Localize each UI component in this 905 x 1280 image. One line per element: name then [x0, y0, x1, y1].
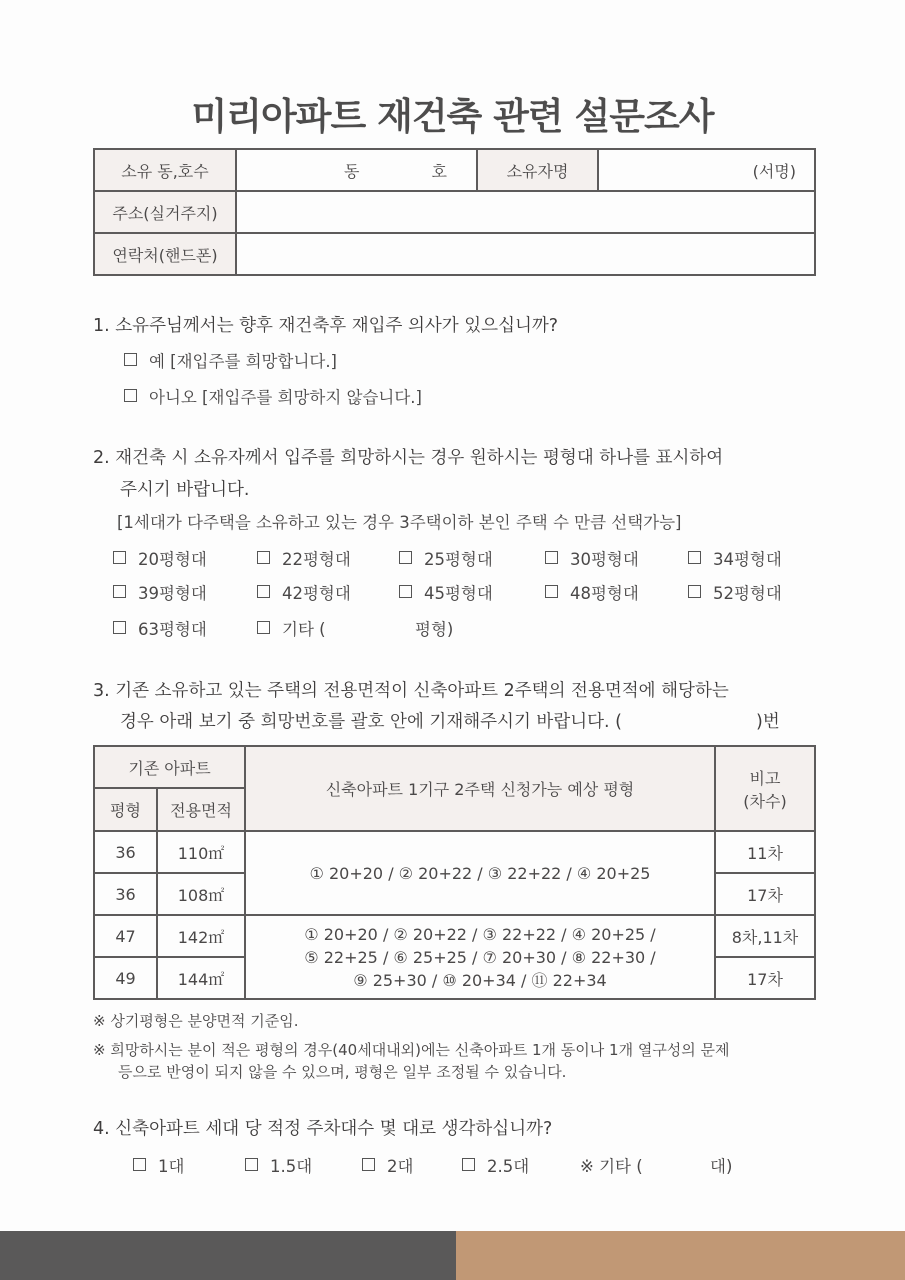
- table-row: [94, 915, 815, 957]
- q4-other-input[interactable]: [650, 1149, 705, 1175]
- header-type: 평형: [94, 788, 157, 831]
- q2-option-63[interactable]: 63평형대: [113, 616, 207, 640]
- address-label: 주소(실거주지): [94, 191, 236, 233]
- header-existing-apt: 기존 아파트: [94, 746, 245, 788]
- q2-option-25[interactable]: 25평형대: [399, 546, 493, 570]
- signature-label: (서명): [752, 161, 796, 181]
- q4-option-1[interactable]: 1대: [133, 1153, 184, 1177]
- ho-label: 호: [431, 161, 447, 181]
- q4-option-2[interactable]: 2대: [362, 1153, 413, 1177]
- checkbox-icon[interactable]: [133, 1158, 146, 1171]
- owner-unit-label: 소유 동,호수: [94, 149, 236, 191]
- checkbox-icon[interactable]: [399, 585, 412, 598]
- cell-note: 11차: [715, 831, 815, 873]
- checkbox-icon[interactable]: [113, 585, 126, 598]
- q2-option-30[interactable]: 30평형대: [545, 546, 639, 570]
- checkbox-icon[interactable]: [245, 1158, 258, 1171]
- table-row: [94, 831, 815, 873]
- q1-option-yes[interactable]: 예 [재입주를 희망합니다.]: [124, 348, 337, 372]
- owner-name-field[interactable]: [598, 149, 815, 191]
- q2-option-52[interactable]: 52평형대: [688, 580, 782, 604]
- cell-area: 110㎡: [157, 831, 245, 873]
- cell-area: 144㎡: [157, 957, 245, 999]
- checkbox-icon[interactable]: [257, 551, 270, 564]
- q2-other-input[interactable]: [330, 612, 410, 638]
- q2-option-other[interactable]: 기타 (: [257, 616, 326, 640]
- cell-area: 108㎡: [157, 873, 245, 915]
- checkbox-icon[interactable]: [462, 1158, 475, 1171]
- q3-question-suffix: )번: [756, 712, 780, 732]
- q3-answer-input[interactable]: [665, 704, 753, 730]
- size-options-table: [93, 745, 816, 1000]
- header-new-apt: 신축아파트 1기구 2주택 신청가능 예상 평형: [245, 746, 715, 831]
- header-note: 비고 (차수): [715, 746, 815, 831]
- cell-area: 142㎡: [157, 915, 245, 957]
- q2-option-45[interactable]: 45평형대: [399, 580, 493, 604]
- q2-option-34[interactable]: 34평형대: [688, 546, 782, 570]
- q4-option-1-5[interactable]: 1.5대: [245, 1153, 312, 1177]
- q1-option-no[interactable]: 아니오 [재입주를 희망하지 않습니다.]: [124, 384, 422, 408]
- cell-type: 49: [94, 957, 157, 999]
- cell-note: 8차,11차: [715, 915, 815, 957]
- owner-info-table: [93, 148, 816, 276]
- q2-option-20[interactable]: 20평형대: [113, 546, 207, 570]
- q4-option-other: ※ 기타 (: [580, 1157, 643, 1176]
- q3-question-line2: 경우 아래 보기 중 희망번호를 괄호 안에 기재해주시기 바랍니다. (: [120, 712, 622, 732]
- q3-question-line1: 3. 기존 소유하고 있는 주택의 전용면적이 신축아파트 2주택의 전용면적에 해당하는: [93, 681, 729, 701]
- cell-options-group2: ① 20+20 / ② 20+22 / ③ 22+22 / ④ 20+25 / ⑤ 22+25 / ⑥ 25+25 / ⑦ 20+30 / ⑧ 22+30 / ⑨ 25+30 / ⑩ 20+34 / ⑪ 22+34: [245, 915, 715, 999]
- checkbox-icon[interactable]: [688, 585, 701, 598]
- cell-options-group1: ① 20+20 / ② 20+22 / ③ 22+22 / ④ 20+25: [245, 831, 715, 915]
- q2-option-39[interactable]: 39평형대: [113, 580, 207, 604]
- q4-option-2-5[interactable]: 2.5대: [462, 1153, 529, 1177]
- owner-name-label: 소유자명: [477, 149, 598, 191]
- q2-other-suffix: 평형): [415, 620, 454, 639]
- q4-other-suffix: 대): [710, 1157, 733, 1176]
- address-field[interactable]: [236, 191, 815, 233]
- q2-option-42[interactable]: 42평형대: [257, 580, 351, 604]
- checkbox-icon[interactable]: [545, 585, 558, 598]
- note-2-line1: ※ 희망하시는 분이 적은 평형의 경우(40세대내외)에는 신축아파트 1개 동이나 1개 열구성의 문제: [93, 1041, 730, 1059]
- checkbox-icon[interactable]: [362, 1158, 375, 1171]
- checkbox-icon[interactable]: [124, 353, 137, 366]
- cell-type: 36: [94, 873, 157, 915]
- q2-question-line1: 2. 재건축 시 소유자께서 입주를 희망하시는 경우 원하시는 평형대 하나를 표시하여: [93, 448, 724, 468]
- header-area: 전용면적: [157, 788, 245, 831]
- note-1: ※ 상기평형은 분양면적 기준임.: [93, 1012, 299, 1030]
- checkbox-icon[interactable]: [113, 551, 126, 564]
- q4-question: 4. 신축아파트 세대 당 적정 주차대수 몇 대로 생각하십니까?: [93, 1119, 553, 1139]
- dong-label: 동: [344, 161, 360, 181]
- page-title: 미리아파트 재건축 관련 설문조사: [191, 95, 714, 138]
- checkbox-icon[interactable]: [399, 551, 412, 564]
- cell-type: 47: [94, 915, 157, 957]
- checkbox-icon[interactable]: [257, 621, 270, 634]
- q2-option-22[interactable]: 22평형대: [257, 546, 351, 570]
- dong-ho-field[interactable]: [236, 149, 477, 191]
- phone-field[interactable]: [236, 233, 815, 275]
- footer-bar-tan: [456, 1231, 905, 1280]
- phone-label: 연락처(핸드폰): [94, 233, 236, 275]
- q2-question-line2: 주시기 바랍니다.: [120, 480, 250, 500]
- note-2-line2: 등으로 반영이 되지 않을 수 있으며, 평형은 일부 조정될 수 있습니다.: [118, 1063, 567, 1081]
- checkbox-icon[interactable]: [124, 389, 137, 402]
- q2-note: [1세대가 다주택을 소유하고 있는 경우 3주택이하 본인 주택 수 만큼 선택가능]: [117, 513, 682, 532]
- checkbox-icon[interactable]: [688, 551, 701, 564]
- cell-note: 17차: [715, 873, 815, 915]
- checkbox-icon[interactable]: [113, 621, 126, 634]
- cell-type: 36: [94, 831, 157, 873]
- footer-bar-dark: [0, 1231, 456, 1280]
- q2-option-48[interactable]: 48평형대: [545, 580, 639, 604]
- checkbox-icon[interactable]: [545, 551, 558, 564]
- q1-question: 1. 소유주님께서는 향후 재건축후 재입주 의사가 있으십니까?: [93, 316, 559, 336]
- checkbox-icon[interactable]: [257, 585, 270, 598]
- cell-note: 17차: [715, 957, 815, 999]
